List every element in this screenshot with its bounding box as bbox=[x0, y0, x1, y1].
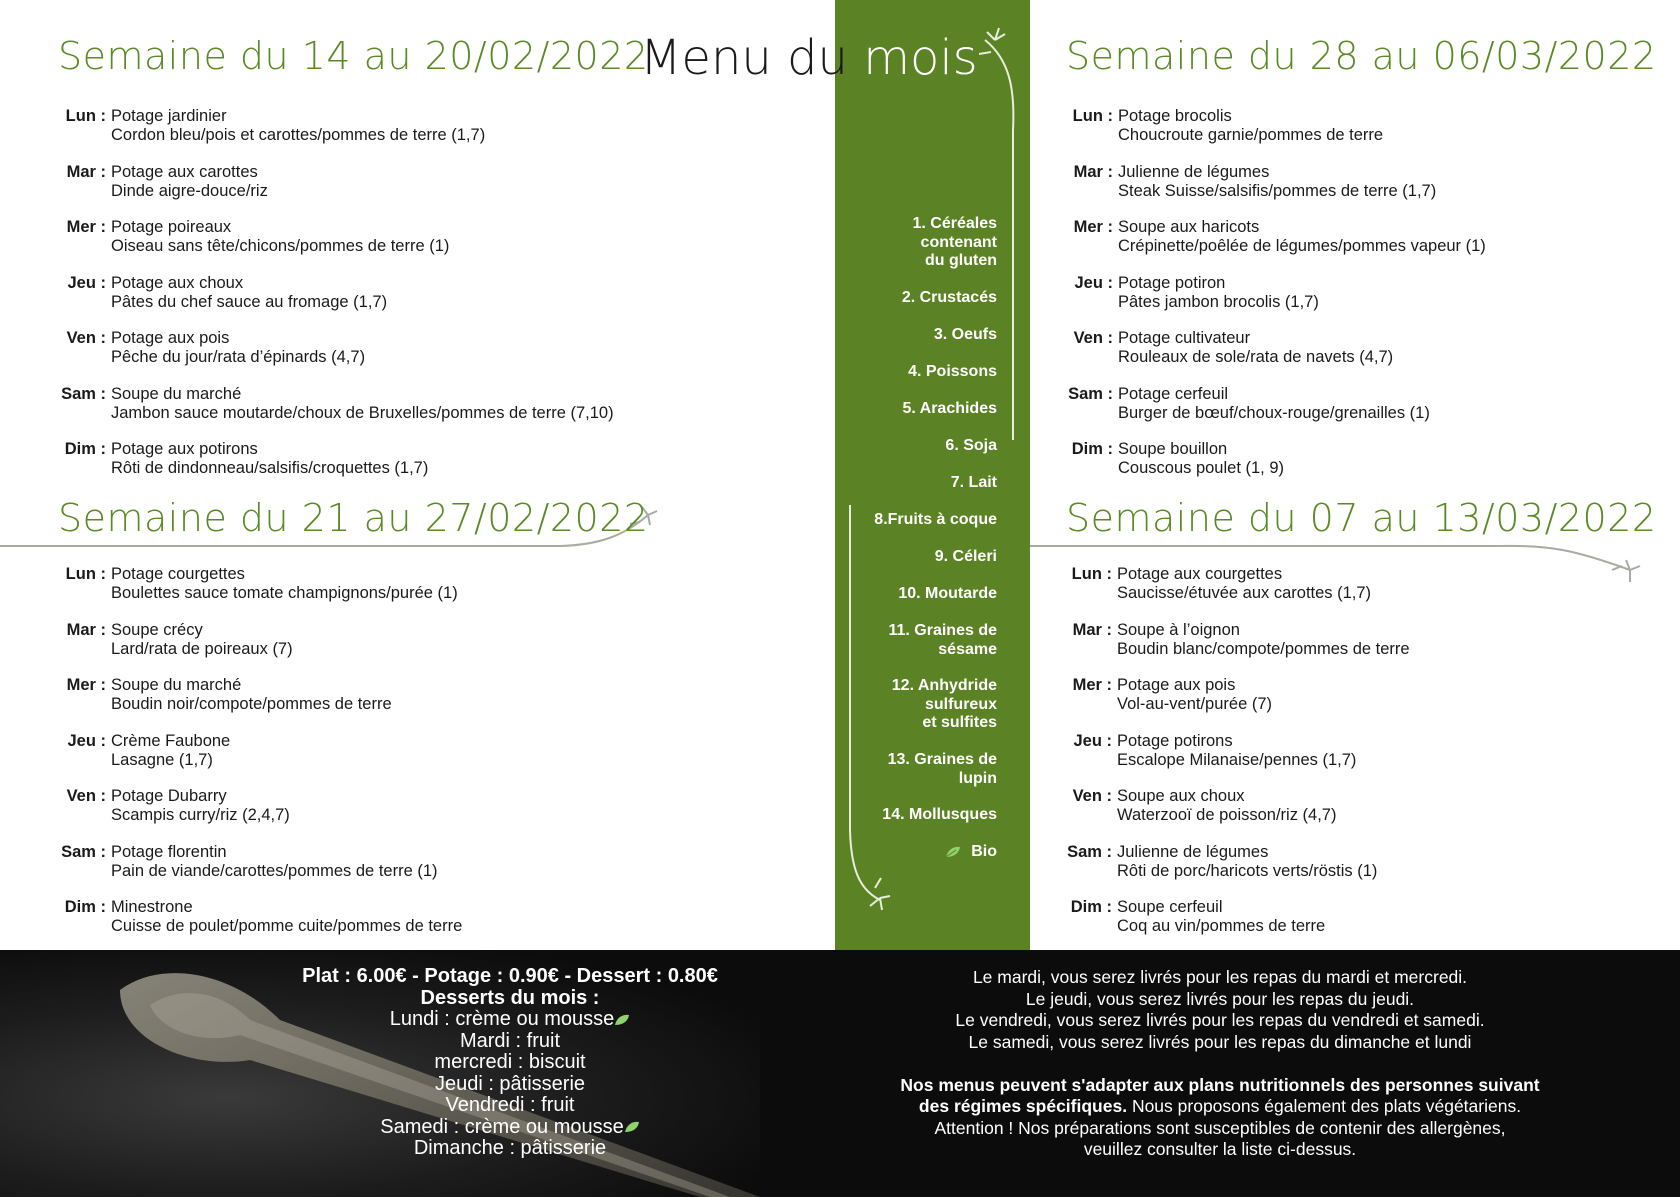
week-title-2: Semaine du 21 au 27/02/2022 bbox=[58, 496, 649, 540]
delivery-info bbox=[885, 967, 1555, 1161]
dessert-item: Lundi : crème ou mousse bbox=[230, 1009, 790, 1031]
allergen-item: 10. Moutarde bbox=[898, 585, 997, 602]
delivery-line: Le samedi, vous serez livrés pour les repas du dimanche et lundi bbox=[968, 1031, 1472, 1052]
allergen-item: 5. Arachides bbox=[902, 400, 997, 417]
prices-panel bbox=[230, 966, 790, 1160]
allergen-item: 6. Soja bbox=[945, 437, 997, 454]
delivery-line: Le jeudi, vous serez livrés pour les repas du jeudi. bbox=[1025, 988, 1415, 1009]
allergen-item: 11. Graines de sésame bbox=[888, 622, 997, 658]
dessert-item: Mardi : fruit bbox=[459, 1029, 561, 1052]
menu-title: Menu du mois bbox=[640, 30, 978, 86]
allergen-notice: Attention ! Nos préparations sont susceptibles de contenir des allergènes, bbox=[934, 1117, 1506, 1138]
allergen-item: 13. Graines de lupin bbox=[887, 751, 997, 787]
allergen-item: 8.Fruits à coque bbox=[874, 511, 997, 528]
week-title-4: Semaine du 07 au 13/03/2022 bbox=[1066, 496, 1657, 540]
week-title-1: Semaine du 14 au 20/02/2022 bbox=[58, 34, 649, 78]
week-title-3: Semaine du 28 au 06/03/2022 bbox=[1066, 34, 1657, 78]
leaf-icon bbox=[945, 846, 961, 858]
allergen-item-bio: Bio bbox=[827, 843, 997, 862]
leaf-icon bbox=[614, 1014, 630, 1026]
dessert-item: Samedi : crème ou mousse bbox=[230, 1117, 790, 1139]
dessert-item: mercredi : biscuit bbox=[434, 1051, 586, 1073]
allergen-item: 4. Poissons bbox=[908, 363, 997, 380]
allergen-item: 3. Oeufs bbox=[933, 326, 997, 343]
allergen-notice: veuillez consulter la liste ci-dessus. bbox=[1083, 1139, 1357, 1159]
allergen-item: 7. Lait bbox=[950, 474, 997, 491]
allergen-item: 2. Crustacés bbox=[901, 289, 997, 306]
delivery-line: Le vendredi, vous serez livrés pour les repas du vendredi et samedi. bbox=[955, 1010, 1485, 1030]
allergen-item: 1. Céréales contenant du gluten bbox=[912, 215, 997, 269]
dessert-item: Dimanche : pâtisserie bbox=[413, 1137, 607, 1159]
dessert-item: Jeudi : pâtisserie bbox=[434, 1072, 586, 1095]
price-line: Plat : 6.00€ - Potage : 0.90€ - Dessert : 0.80€ bbox=[302, 965, 718, 987]
allergen-item: 9. Céleri bbox=[934, 548, 997, 565]
dessert-item: Vendredi : fruit bbox=[445, 1094, 575, 1116]
allergen-item: 12. Anhydride sulfureux et sulfites bbox=[891, 677, 997, 731]
diet-notice: Nos menus peuvent s'adapter aux plans nutritionnels des personnes suivant des régimes spécifiques. Nous proposons également des plats végétariens. bbox=[900, 1074, 1540, 1116]
allergen-item: 14. Mollusques bbox=[882, 806, 997, 823]
delivery-line: Le mardi, vous serez livrés pour les repas du mardi et mercredi. bbox=[972, 967, 1468, 987]
leaf-icon bbox=[624, 1121, 640, 1133]
desserts-title: Desserts du mois : bbox=[420, 986, 600, 1009]
